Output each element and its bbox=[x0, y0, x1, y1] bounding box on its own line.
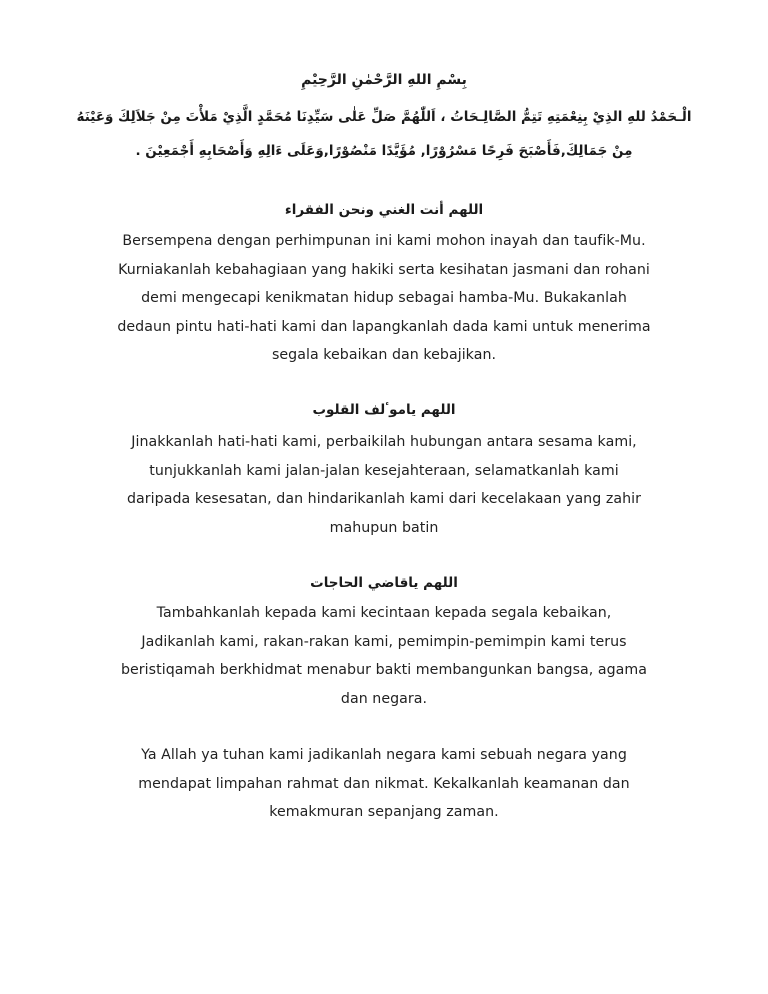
paragraph-line: Bersempena dengan perhimpunan ini kami mohon inayah dan taufik-Mu. bbox=[122, 233, 646, 249]
section-paragraph-hajat bbox=[96, 599, 672, 713]
section-heading-ghani: اللهم أنت الغني ونحن الفقراء bbox=[284, 202, 484, 218]
paragraph-line: Jadikanlah kami, rakan-rakan kami, pemimpin-pemimpin kami terus bbox=[141, 633, 627, 650]
paragraph-line: mahupun batin bbox=[329, 519, 439, 536]
section-paragraph-qulub bbox=[96, 428, 672, 542]
paragraph-line: dedaun pintu hati-hati kami dan lapangkanlah dada kami untuk menerima bbox=[117, 318, 651, 335]
paragraph-line: kemakmuran sepanjang zaman. bbox=[269, 804, 499, 821]
closing-paragraph bbox=[96, 741, 672, 827]
basmala: بِسْمِ اللهِ الرَّحْمٰنِ الرَّحِيْمِ bbox=[301, 72, 467, 88]
section-heading-qulub: اللهم ياموٴلف القلوب bbox=[312, 402, 456, 418]
paragraph-line: Kurniakanlah kebahagiaan yang hakiki serta kesihatan jasmani dan rohani bbox=[118, 261, 650, 278]
paragraph-line: demi mengecapi kenikmatan hidup sebagai hamba-Mu. Bukakanlah bbox=[141, 290, 627, 307]
section-heading-hajat: اللهم ياقاضي الحاجات bbox=[310, 575, 458, 591]
paragraph-line: daripada kesesatan, dan hindarikanlah kami dari kecelakaan yang zahir bbox=[126, 491, 642, 508]
paragraph-line: beristiqamah berkhidmat menabur bakti membangunkan bangsa, agama bbox=[120, 662, 648, 679]
paragraph-line: Jinakkanlah hati-hati kami, perbaikilah hubungan antara sesama kami, bbox=[131, 434, 637, 450]
paragraph-line: mendapat limpahan rahmat dan nikmat. Kekalkanlah keamanan dan bbox=[138, 775, 630, 792]
paragraph-line: Tambahkanlah kepada kami kecintaan kepada segala kebaikan, bbox=[156, 605, 612, 621]
paragraph-line: tunjukkanlah kami jalan-jalan kesejahteraan, selamatkanlah kami bbox=[149, 462, 619, 479]
opening-praise bbox=[30, 100, 738, 168]
paragraph-line: segala kebaikan dan kebajikan. bbox=[271, 347, 497, 364]
paragraph-line: Ya Allah ya tuhan kami jadikanlah negara kami sebuah negara yang bbox=[141, 747, 627, 763]
section-paragraph-ghani bbox=[96, 227, 672, 370]
opening-line: مِنْ جَمَالِكَ,فَأَصْبَحَ فَرِحًا مَسْرُوْرًا, مُؤَيَّدًا مَنْصُوْرًا,وَعَلَى ءَالِهِ وَأَصْحَابِهِ أَجْمَعِيْنَ . bbox=[135, 143, 633, 159]
paragraph-line: dan negara. bbox=[340, 690, 428, 707]
opening-line: الْـحَمْدُ للهِ الذِيْ بِنِعْمَتِهِ تَتِمُّ الصَّالِـحَاتُ ، اَللّٰهُمَّ صَلِّ عَلٰى سَيِّدِنَا مُحَمَّدٍ الَّذِيْ مَلأْتَ مِنْ جَلاَلِكَ وَعَيْنَهُ bbox=[76, 109, 692, 125]
